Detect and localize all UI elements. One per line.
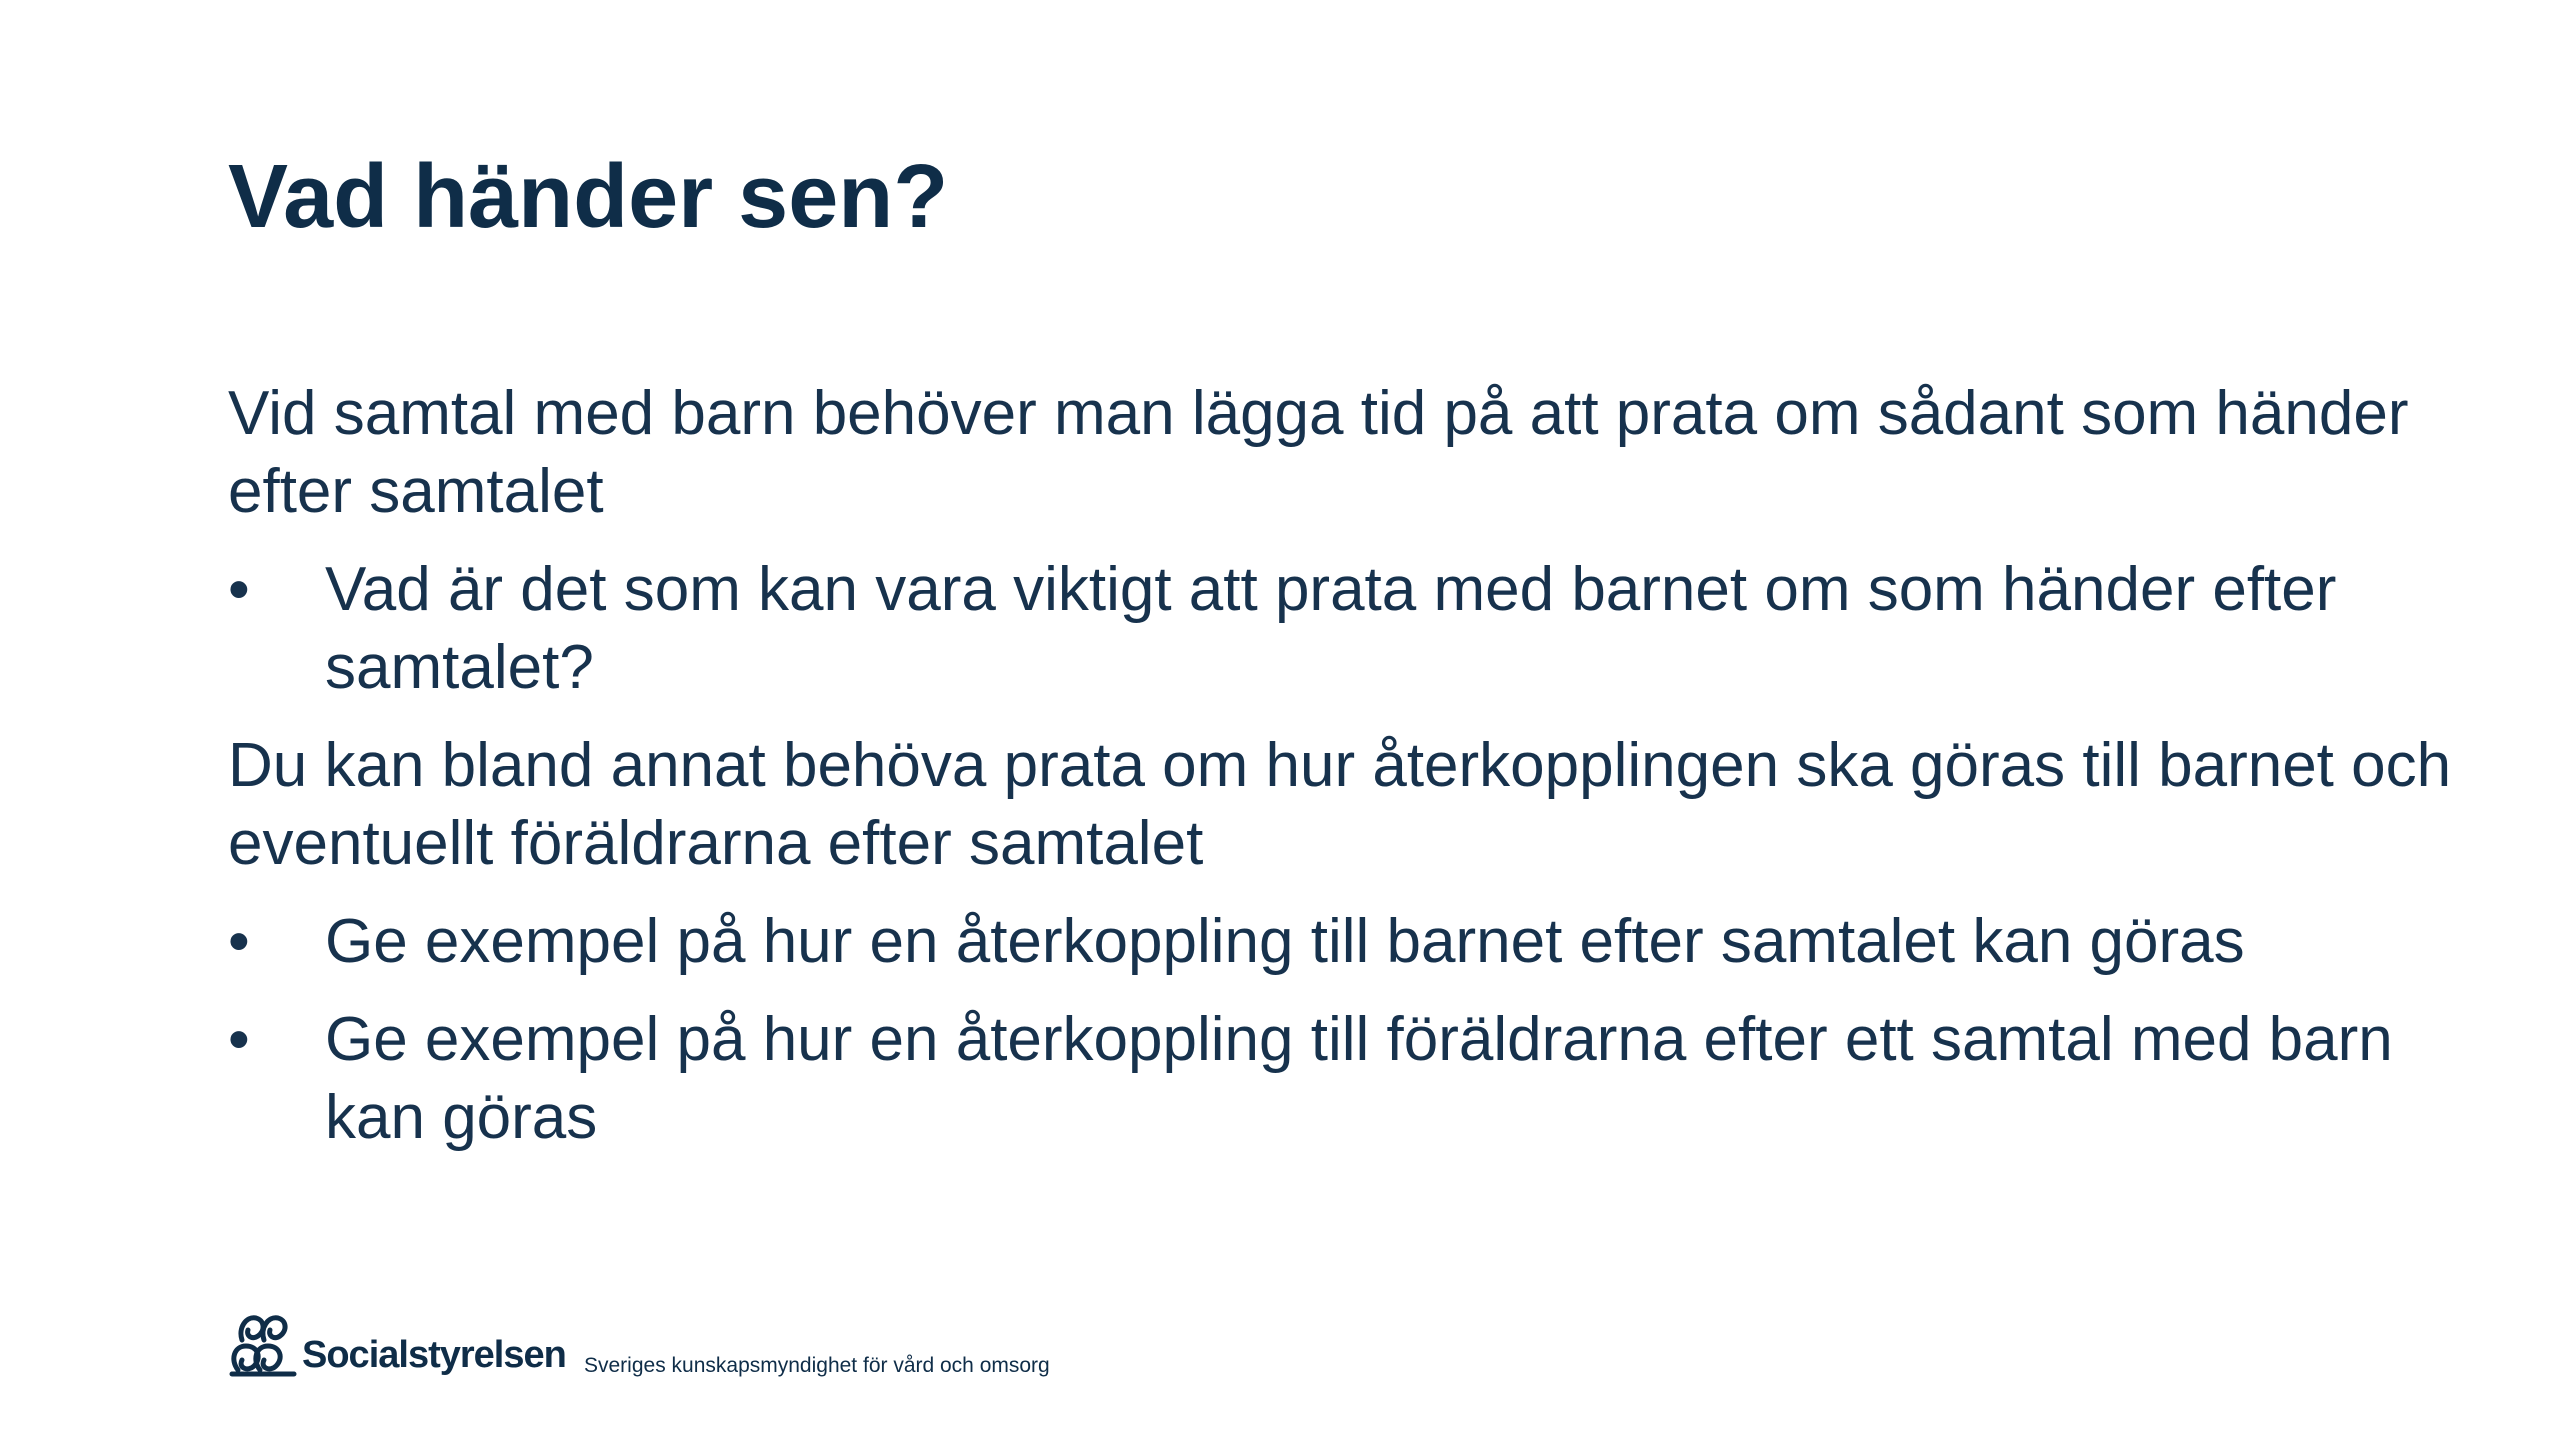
slide-body (228, 375, 2458, 1177)
bullet-text: Ge exempel på hur en återkoppling till föräldrarna efter ett samtal med barn kan göras (325, 1005, 2393, 1152)
bullet-item (228, 1001, 2458, 1157)
bullet-icon: • (228, 907, 250, 976)
tagline: Sveriges kunskapsmyndighet för vård och omsorg (584, 1354, 1050, 1377)
bullet-text: Vad är det som kan vara viktigt att prata med barnet om som händer efter samtalet? (325, 555, 2337, 702)
brand-name: Socialstyrelsen (302, 1334, 566, 1376)
bullet-icon: • (228, 1005, 250, 1074)
bullet-item (228, 551, 2458, 707)
socialstyrelsen-emblem-icon (228, 1310, 300, 1378)
slide-title: Vad händer sen? (228, 147, 949, 247)
bullet-list-1 (228, 551, 2458, 707)
bullet-icon: • (228, 555, 250, 624)
bullet-item (228, 903, 2458, 981)
paragraph-2: Du kan bland annat behöva prata om hur återkopplingen ska göras till barnet och eventuellt föräldrarna efter samtalet (228, 731, 2452, 878)
bullet-list-2 (228, 903, 2458, 1157)
footer (228, 1310, 1428, 1390)
bullet-text: Ge exempel på hur en återkoppling till barnet efter samtalet kan göras (325, 907, 2245, 976)
paragraph-1: Vid samtal med barn behöver man lägga tid på att prata om sådant som händer efter samtalet (228, 379, 2409, 526)
